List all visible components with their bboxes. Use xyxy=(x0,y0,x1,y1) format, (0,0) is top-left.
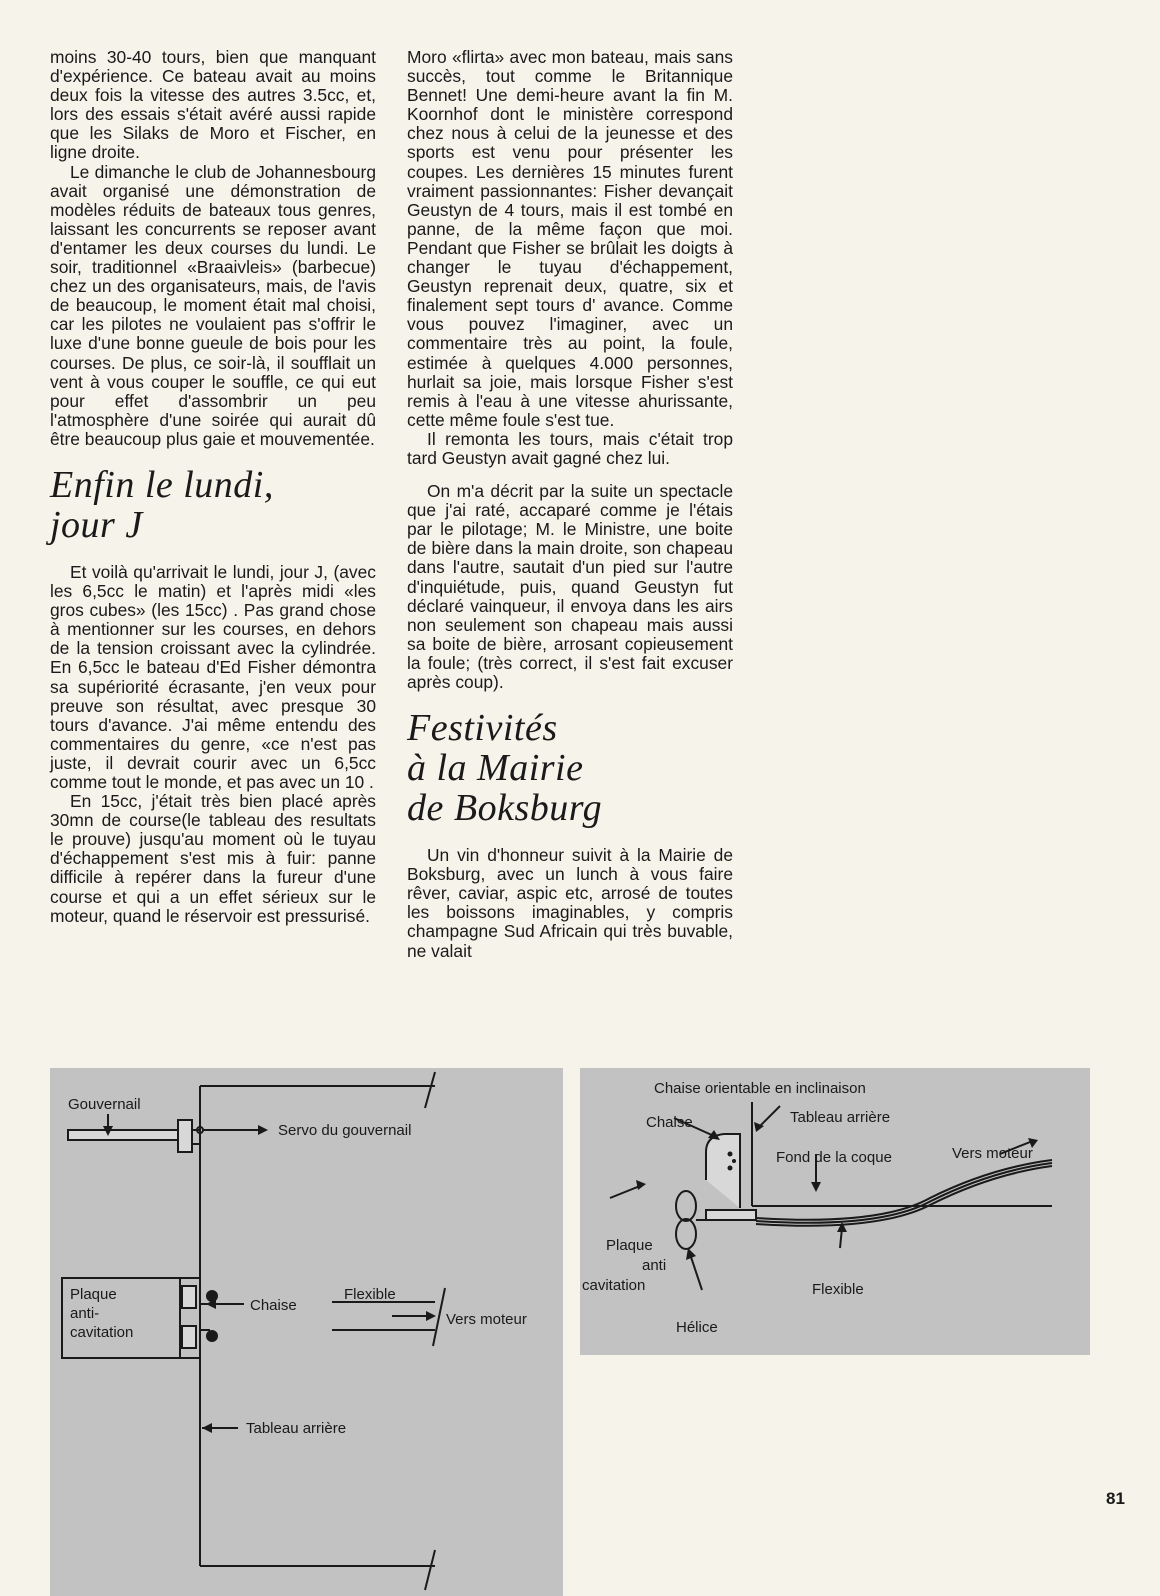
label-chaise: Chaise xyxy=(250,1297,297,1314)
article-column-left xyxy=(50,48,376,926)
propeller-mount-diagram xyxy=(580,1068,1090,1355)
rudder-diagram xyxy=(50,1068,563,1596)
paragraph: Il remonta les tours, mais c'était trop tard Geustyn avait gagné chez lui. xyxy=(407,428,733,468)
label-tableau: Tableau arrière xyxy=(246,1420,347,1437)
label-plaque-1: Plaque xyxy=(606,1237,653,1254)
label-plaque-1: Plaque xyxy=(70,1286,117,1303)
label-flexible: Flexible xyxy=(812,1281,864,1298)
label-servo: Servo du gouvernail xyxy=(278,1122,412,1139)
heading-line: de Boksburg xyxy=(407,787,603,830)
label-chaise: Chaise xyxy=(646,1114,693,1131)
heading-line: à la Mairie xyxy=(407,747,584,790)
paragraph: On m'a décrit par la suite un spectacle que j'ai raté, accaparé comme je l'étais par le pilotage; M. le Ministre, une boite de bière dans la main droite, son chapeau dans l'autre, sautait d'un pied sur l'autre d'inquiétude, puis, quand Geustyn fut déclaré vainqueur, il envoya dans les airs non seulement son chapeau mais aussi sa boite de bière, arrosant copieusement la foule; (très correct, il s'est fait excuser après coup). xyxy=(407,481,733,692)
label-plaque-3: cavitation xyxy=(582,1277,646,1294)
section-heading-lundi xyxy=(50,465,376,545)
rudder-diagram-drawing xyxy=(50,1068,563,1596)
paragraph: Moro «flirta» avec mon bateau, mais sans succès, tout comme le Britannique Bennet! Une demi-heure avant la fin M. Koornhof dont le ministère correspond chez nous à celui de la jeunesse et des sports est venu pour présenter les coupes. Les dernières 15 minutes furent vraiment passionnantes: Fisher devançait Geustyn de 4 tours, mais il est tombé en panne, de la même façon que moi. Pendant que Fisher se brûlait les doigts à changer le tuyau d'échappement, Geustyn reprenait deux, quatre, six et finalement sept tours d' avance. Comme vous pouvez l'imaginer, avec un commentaire très au point, la foule, estimée à quelques 4.000 personnes, hurlait sa joie, mais lorsque Fisher s'est remis à l'eau à une vitesse ahurissante, cette même foule s'est tue. xyxy=(407,47,733,430)
label-plaque-2: anti- xyxy=(70,1305,100,1322)
label-vers-moteur: Vers moteur xyxy=(446,1311,527,1328)
section-heading-festivites xyxy=(407,708,733,828)
label-chaise-orientable: Chaise orientable en inclinaison xyxy=(654,1080,866,1097)
heading-line: jour J xyxy=(50,503,143,546)
paragraph: Le dimanche le club de Johannesbourg avait organisé une démonstration de modèles réduits de bateaux tous genres, laissant les concurrents se reposer avant d'entamer les deux courses du lundi. Le soir, traditionnel «Braaivleis» (barbecue) chez un des organisateurs, mais, de l'avis de beaucoup, le moment était mal choisi, car les pilotes ne voulaient pas s'offrir le luxe d'une bonne gueule de bois pour les courses. De plus, ce soir-là, il soufflait un vent à vous couper le souffle, ce qui eut pour effet d'assombrir un peu l'atmosphère d'une soirée qui aurait dû être beaucoup plus gaie et mouvementée. xyxy=(50,161,376,449)
label-flexible: Flexible xyxy=(344,1286,396,1303)
paragraph: Et voilà qu'arrivait le lundi, jour J, (avec les 6,5cc le matin) et l'après midi «les gros cubes» (les 15cc) . Pas grand chose à mentionner sur les courses, en dehors de la tension croissant avec la cylindrée. En 6,5cc le bateau d'Ed Fisher démontra sa supériorité écrasante, j'en veux pour preuve son résultat, avec presque 30 tours d'avance. J'ai même entendu des commentaires du genre, «ce n'est pas juste, il devrait courir avec un 6,5cc comme tout le monde, et pas avec un 10 . xyxy=(50,561,376,792)
label-tableau: Tableau arrière xyxy=(790,1109,891,1126)
article-column-right xyxy=(407,48,733,961)
propeller-mount-drawing xyxy=(580,1068,1090,1355)
heading-line: Enfin le lundi, xyxy=(50,463,274,506)
label-helice: Hélice xyxy=(676,1319,718,1336)
label-gouvernail: Gouvernail xyxy=(68,1096,141,1113)
page-number: 81 xyxy=(1106,1489,1125,1508)
heading-line: Festivités xyxy=(407,707,558,750)
label-fond: Fond de la coque xyxy=(776,1149,892,1166)
paragraph: En 15cc, j'était très bien placé après 30mn de course(le tableau des resultats le prouve) jusqu'au moment où le tuyau d'échappement s'est mis à fuir: panne difficile à repérer dans la fureur d'une course et qui a un effet sérieux sur le moteur, quand le réservoir est pressurisé. xyxy=(50,791,376,926)
label-plaque-2: anti xyxy=(642,1257,667,1274)
label-plaque-3: cavitation xyxy=(70,1324,134,1341)
label-vers-moteur: Vers moteur xyxy=(952,1145,1033,1162)
paragraph: moins 30-40 tours, bien que manquant d'expérience. Ce bateau avait au moins deux fois la vitesse des autres 3.5cc, et, lors des essais s'était avéré aussi rapide que les Silaks de Moro et Fischer, en ligne droite. xyxy=(50,47,376,163)
paragraph: Un vin d'honneur suivit à la Mairie de Boksburg, avec un lunch à vous faire rêver, caviar, aspic etc, arrosé de toutes les boissons imaginables, y compris champagne Sud Africain qui très buvable, ne valait xyxy=(407,845,733,961)
